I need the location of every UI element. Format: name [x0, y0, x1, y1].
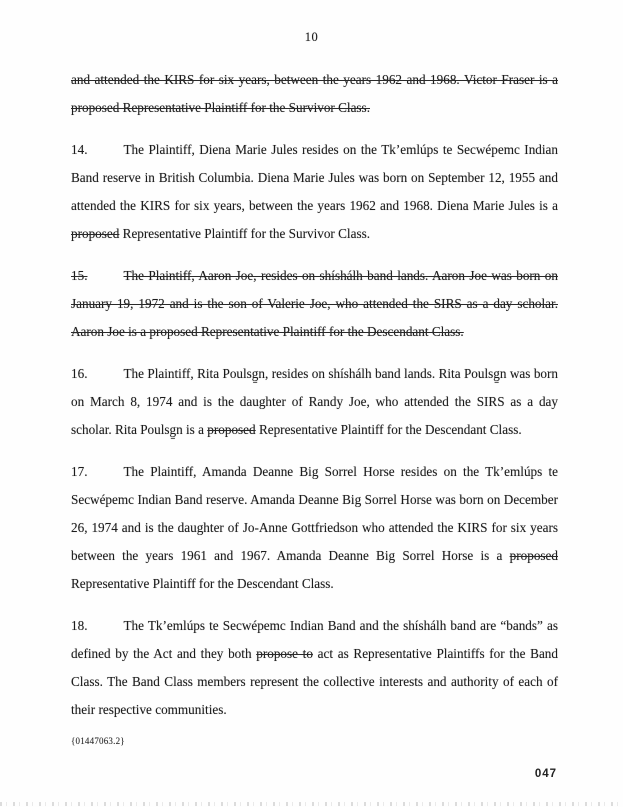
- paragraph-18: [71, 612, 558, 724]
- struck-text: proposed: [71, 226, 120, 241]
- paragraph-text: act as Representative Plaintiffs for the Band Class. The Band Class members represent the collective interests and authority of each of their respective communities.: [71, 646, 558, 717]
- paragraph-15-struck: [71, 262, 558, 346]
- struck-text: proposed: [509, 548, 558, 563]
- paragraph-number: 15.: [71, 268, 88, 283]
- document-body: [71, 66, 558, 738]
- paragraph-number: 16.: [71, 366, 88, 381]
- paragraph-text: Representative Plaintiff for the Descendant Class.: [255, 422, 522, 437]
- paragraph-text: Representative Plaintiff for the Descendant Class.: [71, 576, 334, 591]
- page-number: 10: [304, 30, 319, 44]
- paragraph-17: [71, 458, 558, 598]
- paragraph-text: Representative Plaintiff for the Survivor Class.: [119, 226, 370, 241]
- paragraph-number: 14.: [71, 142, 88, 157]
- paragraph-number: 17.: [71, 464, 88, 479]
- paragraph-text: The Plaintiff, Rita Poulsg̱n, resides on shíshálh band lands. Rita Poulsg̱n was born on March 8, 1974 and is the daughter of Randy Joe, who attended the SIRS as a day scholar. Rita Poulsg̱n is a: [71, 366, 558, 437]
- bates-number: 047: [534, 768, 557, 780]
- paragraph-continuation-struck: [71, 66, 558, 122]
- struck-text: proposed: [207, 422, 256, 437]
- paragraph-text: The Plaintiff, Diena Marie Jules resides on the Tk’emlúps te Secwépemc Indian Band reserve in British Columbia. Diena Marie Jules was born on September 12, 1955 and attended the KIRS for six years, between the years 1962 and 1968. Diena Marie Jules is a: [71, 142, 558, 213]
- struck-text: and attended the KIRS for six years, between the years 1962 and 1968. Victor Fraser is a proposed Representative Plaintiff for the Survivor Class.: [71, 72, 558, 115]
- struck-text: propose to: [256, 646, 313, 661]
- paragraph-text: The Tk’emlúps te Secwépemc Indian Band and the shíshálh band are “bands” as defined by the Act and they both: [71, 618, 558, 661]
- paragraph-16: [71, 360, 558, 444]
- struck-text: The Plaintiff, Aaron Joe, resides on shíshálh band lands. Aaron Joe was born on January 19, 1972 and is the son of Valerie Joe, who attended the SIRS as a day scholar. Aaron Joe is a proposed Representative Plaintiff for the Descendant Class.: [71, 268, 558, 339]
- paragraph-14: [71, 136, 558, 248]
- document-id-stamp: {01447063.2}: [71, 736, 125, 746]
- scan-artifact-band: [0, 802, 623, 806]
- paragraph-number: 18.: [71, 618, 88, 633]
- paragraph-text: The Plaintiff, Amanda Deanne Big Sorrel Horse resides on the Tk’emlúps te Secwépemc Indian Band reserve. Amanda Deanne Big Sorrel Horse was born on December 26, 1974 and is the daughter of Jo-Anne Gottfriedson who attended the KIRS for six years between the years 1961 and 1967. Amanda Deanne Big Sorrel Horse is a: [71, 464, 558, 563]
